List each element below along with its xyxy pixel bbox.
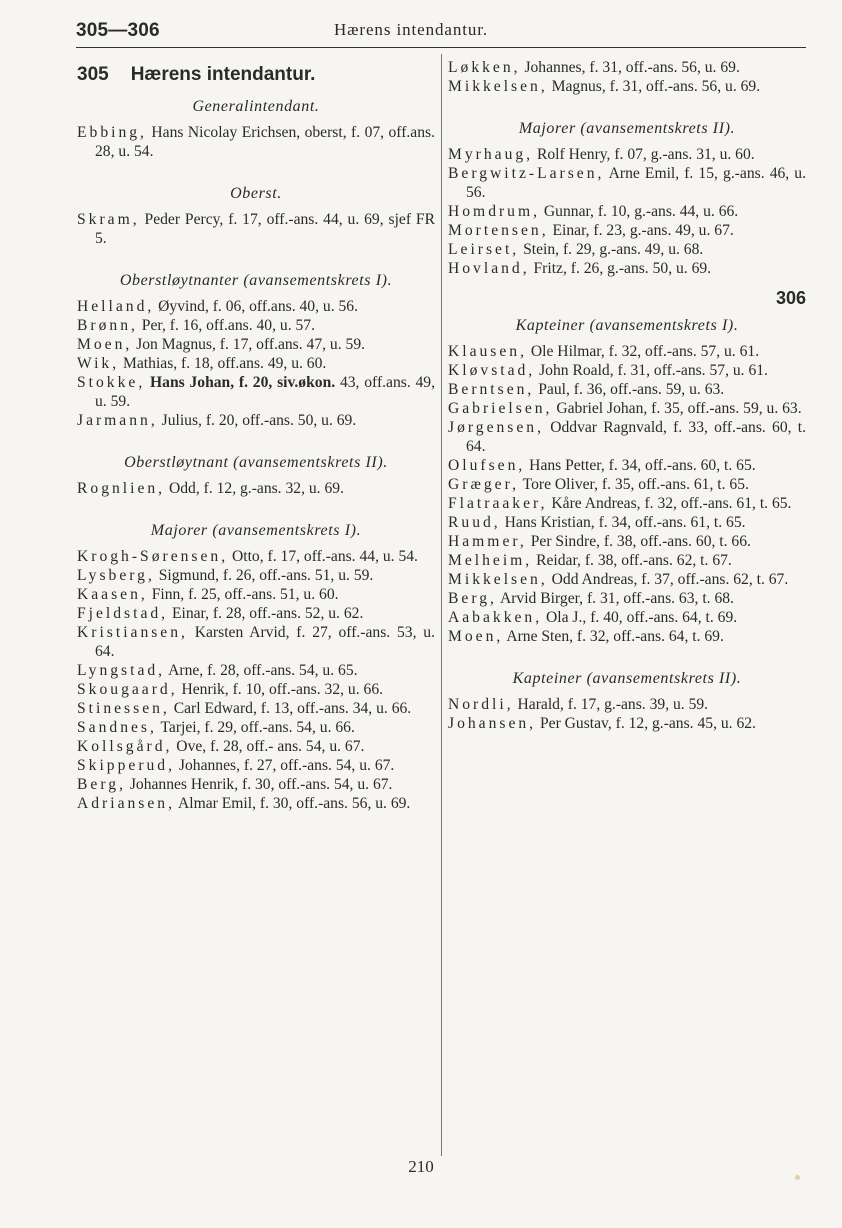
entry-details: Tarjei, f. 29, off.-ans. 54, u. 66. bbox=[156, 719, 355, 736]
list-item bbox=[448, 259, 806, 278]
entry-details: Arvid Birger, f. 31, off.-ans. 63, t. 68. bbox=[496, 590, 734, 607]
entry-name: Hammer, bbox=[448, 533, 527, 550]
entry-details: Rolf Henry, f. 07, g.-ans. 31, u. 60. bbox=[533, 146, 755, 163]
entry-name: Kollsgård, bbox=[77, 738, 173, 755]
list-item bbox=[448, 494, 806, 513]
entry-name: Lysberg, bbox=[77, 567, 155, 584]
list-item bbox=[448, 551, 806, 570]
list-item bbox=[448, 475, 806, 494]
list-item bbox=[448, 77, 806, 96]
entry-name: Flatraaker, bbox=[448, 495, 548, 512]
entry-name: Løkken, bbox=[448, 59, 521, 76]
page-number: 210 bbox=[408, 1157, 434, 1176]
list-item bbox=[77, 479, 435, 498]
entry-details: Einar, f. 28, off.-ans. 52, u. 62. bbox=[168, 605, 364, 622]
entry-name: Skram, bbox=[77, 211, 140, 228]
entry-details: Julius, f. 20, off.-ans. 50, u. 69. bbox=[157, 412, 357, 429]
entry-details: John Roald, f. 31, off.-ans. 57, u. 61. bbox=[535, 362, 768, 379]
entry-name: Kristiansen, bbox=[77, 624, 188, 641]
group-heading: Kapteiner (avansementskrets II). bbox=[512, 670, 742, 687]
list-item bbox=[77, 335, 435, 354]
list-item bbox=[77, 699, 435, 718]
entry-name: Jarmann, bbox=[77, 412, 158, 429]
entry-details: Henrik, f. 10, off.-ans. 32, u. 66. bbox=[177, 681, 384, 698]
entry-details: Karsten Arvid, f. 27, off.-ans. 53, u. 64. bbox=[95, 624, 435, 660]
entry-name: Brønn, bbox=[77, 317, 138, 334]
entry-details: Finn, f. 25, off.-ans. 51, u. 60. bbox=[147, 586, 339, 603]
list-item bbox=[77, 210, 435, 248]
list-item bbox=[77, 585, 435, 604]
entry-details: Arne Sten, f. 32, off.-ans. 64, t. 69. bbox=[503, 628, 724, 645]
section-306-number: 306 bbox=[775, 288, 806, 308]
entry-details: Sigmund, f. 26, off.-ans. 51, u. 59. bbox=[154, 567, 374, 584]
entry-details: Ola J., f. 40, off.-ans. 64, t. 69. bbox=[542, 609, 738, 626]
entry-name: Berg, bbox=[448, 590, 497, 607]
entry-name: Moen, bbox=[77, 336, 133, 353]
list-item bbox=[448, 695, 806, 714]
list-item bbox=[448, 240, 806, 259]
entry-details: Johannes, f. 27, off.-ans. 54, u. 67. bbox=[175, 757, 395, 774]
entry-name: Ebbing, bbox=[77, 124, 147, 141]
entry-details: Kåre Andreas, f. 32, off.-ans. 61, t. 65. bbox=[547, 495, 792, 512]
entry-details: Oddvar Ragnvald, f. 33, off.-ans. 60, t. 64. bbox=[466, 419, 806, 455]
group-heading: Oberstløytnanter (avansementskrets I). bbox=[119, 272, 393, 289]
list-item bbox=[77, 354, 435, 373]
entry-name: Jørgensen, bbox=[448, 419, 544, 436]
entry-name: Stinessen, bbox=[77, 700, 170, 717]
entry-name: Aabakken, bbox=[448, 609, 543, 626]
entry-bold: Hans Johan, f. 20, siv.økon. bbox=[145, 374, 336, 391]
list-item bbox=[77, 316, 435, 335]
list-item bbox=[448, 202, 806, 221]
list-item bbox=[448, 513, 806, 532]
entry-details: Magnus, f. 31, off.-ans. 56, u. 69. bbox=[547, 78, 761, 95]
entry-details: Arne, f. 28, off.-ans. 54, u. 65. bbox=[165, 662, 358, 679]
entry-name: Skipperud, bbox=[77, 757, 176, 774]
entry-name: Klausen, bbox=[448, 343, 527, 360]
page-header bbox=[76, 18, 806, 48]
entry-name: Leirset, bbox=[448, 241, 520, 258]
entry-name: Mortensen, bbox=[448, 222, 549, 239]
entry-details: Johannes, f. 31, off.-ans. 56, u. 69. bbox=[520, 59, 740, 76]
column-divider bbox=[441, 54, 442, 1156]
group-heading: Majorer (avansementskrets II). bbox=[518, 120, 736, 137]
list-item bbox=[448, 627, 806, 646]
entry-name: Krogh-Sørensen, bbox=[77, 548, 229, 565]
entry-details: Paul, f. 36, off.-ans. 59, u. 63. bbox=[534, 381, 725, 398]
entry-details: Hans Kristian, f. 34, off.-ans. 61, t. 65. bbox=[500, 514, 746, 531]
entry-details: Øyvind, f. 06, off.ans. 40, u. 56. bbox=[154, 298, 358, 315]
entry-name: Gabrielsen, bbox=[448, 400, 553, 417]
list-item bbox=[77, 756, 435, 775]
list-item bbox=[448, 589, 806, 608]
entry-details: Peder Percy, f. 17, off.-ans. 44, u. 69, sjef FR 5. bbox=[95, 211, 435, 247]
section-number: 305 bbox=[77, 64, 109, 85]
section-305-title bbox=[77, 64, 435, 86]
group-heading: Kapteiner (avansementskrets I). bbox=[515, 317, 739, 334]
list-item bbox=[77, 373, 435, 411]
entry-details: 43, off.ans. 49, u. 59. bbox=[95, 374, 436, 410]
list-item bbox=[77, 297, 435, 316]
list-item bbox=[448, 58, 806, 77]
entry-details: Per Gustav, f. 12, g.-ans. 45, u. 62. bbox=[536, 715, 756, 732]
entry-name: Ruud, bbox=[448, 514, 501, 531]
entry-details: Hans Nicolay Erichsen, oberst, f. 07, off.ans. 28, u. 54. bbox=[95, 124, 435, 160]
list-item bbox=[448, 608, 806, 627]
group-heading: Oberst. bbox=[230, 185, 282, 202]
list-item bbox=[448, 342, 806, 361]
entry-name: Mikkelsen, bbox=[448, 78, 548, 95]
entry-name: Nordli, bbox=[448, 696, 514, 713]
entry-name: Johansen, bbox=[448, 715, 537, 732]
entry-details: Ole Hilmar, f. 32, off.-ans. 57, u. 61. bbox=[527, 343, 760, 360]
list-item bbox=[77, 718, 435, 737]
entry-name: Græger, bbox=[448, 476, 520, 493]
entry-name: Berg, bbox=[77, 776, 126, 793]
group-heading: Majorer (avansementskrets I). bbox=[150, 522, 362, 539]
entry-name: Mikkelsen, bbox=[448, 571, 548, 588]
list-item bbox=[77, 680, 435, 699]
entry-details: Per, f. 16, off.ans. 40, u. 57. bbox=[137, 317, 315, 334]
section-title: Hærens intendantur. bbox=[130, 64, 316, 85]
page-range: 305—306 bbox=[76, 20, 160, 41]
entry-name: Rognlien, bbox=[77, 480, 166, 497]
entry-name: Olufsen, bbox=[448, 457, 526, 474]
paper-speck bbox=[795, 1175, 800, 1180]
list-item bbox=[448, 145, 806, 164]
list-item bbox=[448, 399, 806, 418]
entry-name: Lyngstad, bbox=[77, 662, 166, 679]
entry-name: Melheim, bbox=[448, 552, 533, 569]
group-heading: Oberstløytnant (avansementskrets II). bbox=[124, 454, 388, 471]
entry-name: Sandnes, bbox=[77, 719, 157, 736]
entry-name: Stokke, bbox=[77, 374, 146, 391]
entry-details: Gunnar, f. 10, g.-ans. 44, u. 66. bbox=[540, 203, 739, 220]
right-groups-b bbox=[448, 309, 806, 733]
entry-name: Moen, bbox=[448, 628, 504, 645]
entry-details: Tore Oliver, f. 35, off.-ans. 61, t. 65. bbox=[519, 476, 749, 493]
left-groups bbox=[77, 90, 435, 813]
right-top-entries bbox=[448, 58, 806, 96]
entry-details: Johannes Henrik, f. 30, off.-ans. 54, u. 67. bbox=[125, 776, 393, 793]
list-item bbox=[77, 604, 435, 623]
entry-details: Einar, f. 23, g.-ans. 49, u. 67. bbox=[548, 222, 734, 239]
entry-name: Wik, bbox=[77, 355, 120, 372]
list-item bbox=[448, 570, 806, 589]
entry-details: Fritz, f. 26, g.-ans. 50, u. 69. bbox=[529, 260, 712, 277]
entry-details: Ove, f. 28, off.- ans. 54, u. 67. bbox=[172, 738, 365, 755]
right-column bbox=[448, 58, 806, 733]
entry-details: Harald, f. 17, g.-ans. 39, u. 59. bbox=[513, 696, 709, 713]
entry-name: Kløvstad, bbox=[448, 362, 536, 379]
entry-details: Reidar, f. 38, off.-ans. 62, t. 67. bbox=[532, 552, 732, 569]
list-item bbox=[448, 221, 806, 240]
entry-details: Odd Andreas, f. 37, off.-ans. 62, t. 67. bbox=[547, 571, 789, 588]
list-item bbox=[77, 794, 435, 813]
entry-details: Odd, f. 12, g.-ans. 32, u. 69. bbox=[165, 480, 344, 497]
list-item bbox=[77, 123, 435, 161]
entry-details: Mathias, f. 18, off.ans. 49, u. 60. bbox=[119, 355, 327, 372]
entry-details: Hans Petter, f. 34, off.-ans. 60, t. 65. bbox=[525, 457, 756, 474]
entry-details: Gabriel Johan, f. 35, off.-ans. 59, u. 63. bbox=[552, 400, 802, 417]
running-title: Hærens intendantur. bbox=[334, 20, 489, 39]
list-item bbox=[77, 411, 435, 430]
list-item bbox=[448, 714, 806, 733]
entry-name: Berntsen, bbox=[448, 381, 535, 398]
list-item bbox=[448, 380, 806, 399]
list-item bbox=[77, 661, 435, 680]
entry-name: Fjeldstad, bbox=[77, 605, 169, 622]
entry-details: Arne Emil, f. 15, g.-ans. 46, u. 56. bbox=[466, 165, 806, 201]
entry-name: Adriansen, bbox=[77, 795, 175, 812]
entry-details: Stein, f. 29, g.-ans. 49, u. 68. bbox=[519, 241, 704, 258]
list-item bbox=[448, 532, 806, 551]
list-item bbox=[448, 456, 806, 475]
entry-details: Jon Magnus, f. 17, off.ans. 47, u. 59. bbox=[132, 336, 366, 353]
list-item bbox=[77, 623, 435, 661]
left-column bbox=[77, 58, 435, 813]
list-item bbox=[448, 361, 806, 380]
entry-name: Skougaard, bbox=[77, 681, 178, 698]
entry-details: Otto, f. 17, off.-ans. 44, u. 54. bbox=[228, 548, 418, 565]
entry-name: Bergwitz-Larsen, bbox=[448, 165, 605, 182]
entry-name: Kaasen, bbox=[77, 586, 148, 603]
entry-details: Carl Edward, f. 13, off.-ans. 34, u. 66. bbox=[169, 700, 412, 717]
entry-name: Helland, bbox=[77, 298, 155, 315]
list-item bbox=[77, 737, 435, 756]
entry-name: Myrhaug, bbox=[448, 146, 534, 163]
list-item bbox=[77, 566, 435, 585]
right-groups-a bbox=[448, 96, 806, 278]
list-item bbox=[448, 418, 806, 456]
list-item bbox=[77, 775, 435, 794]
entry-details: Per Sindre, f. 38, off.-ans. 60, t. 66. bbox=[526, 533, 751, 550]
entry-name: Homdrum, bbox=[448, 203, 541, 220]
entry-name: Hovland, bbox=[448, 260, 530, 277]
entry-details: Almar Emil, f. 30, off.-ans. 56, u. 69. bbox=[175, 795, 411, 812]
group-heading: Generalintendant. bbox=[192, 98, 320, 115]
list-item bbox=[448, 164, 806, 202]
list-item bbox=[77, 547, 435, 566]
header-rule bbox=[76, 47, 806, 48]
